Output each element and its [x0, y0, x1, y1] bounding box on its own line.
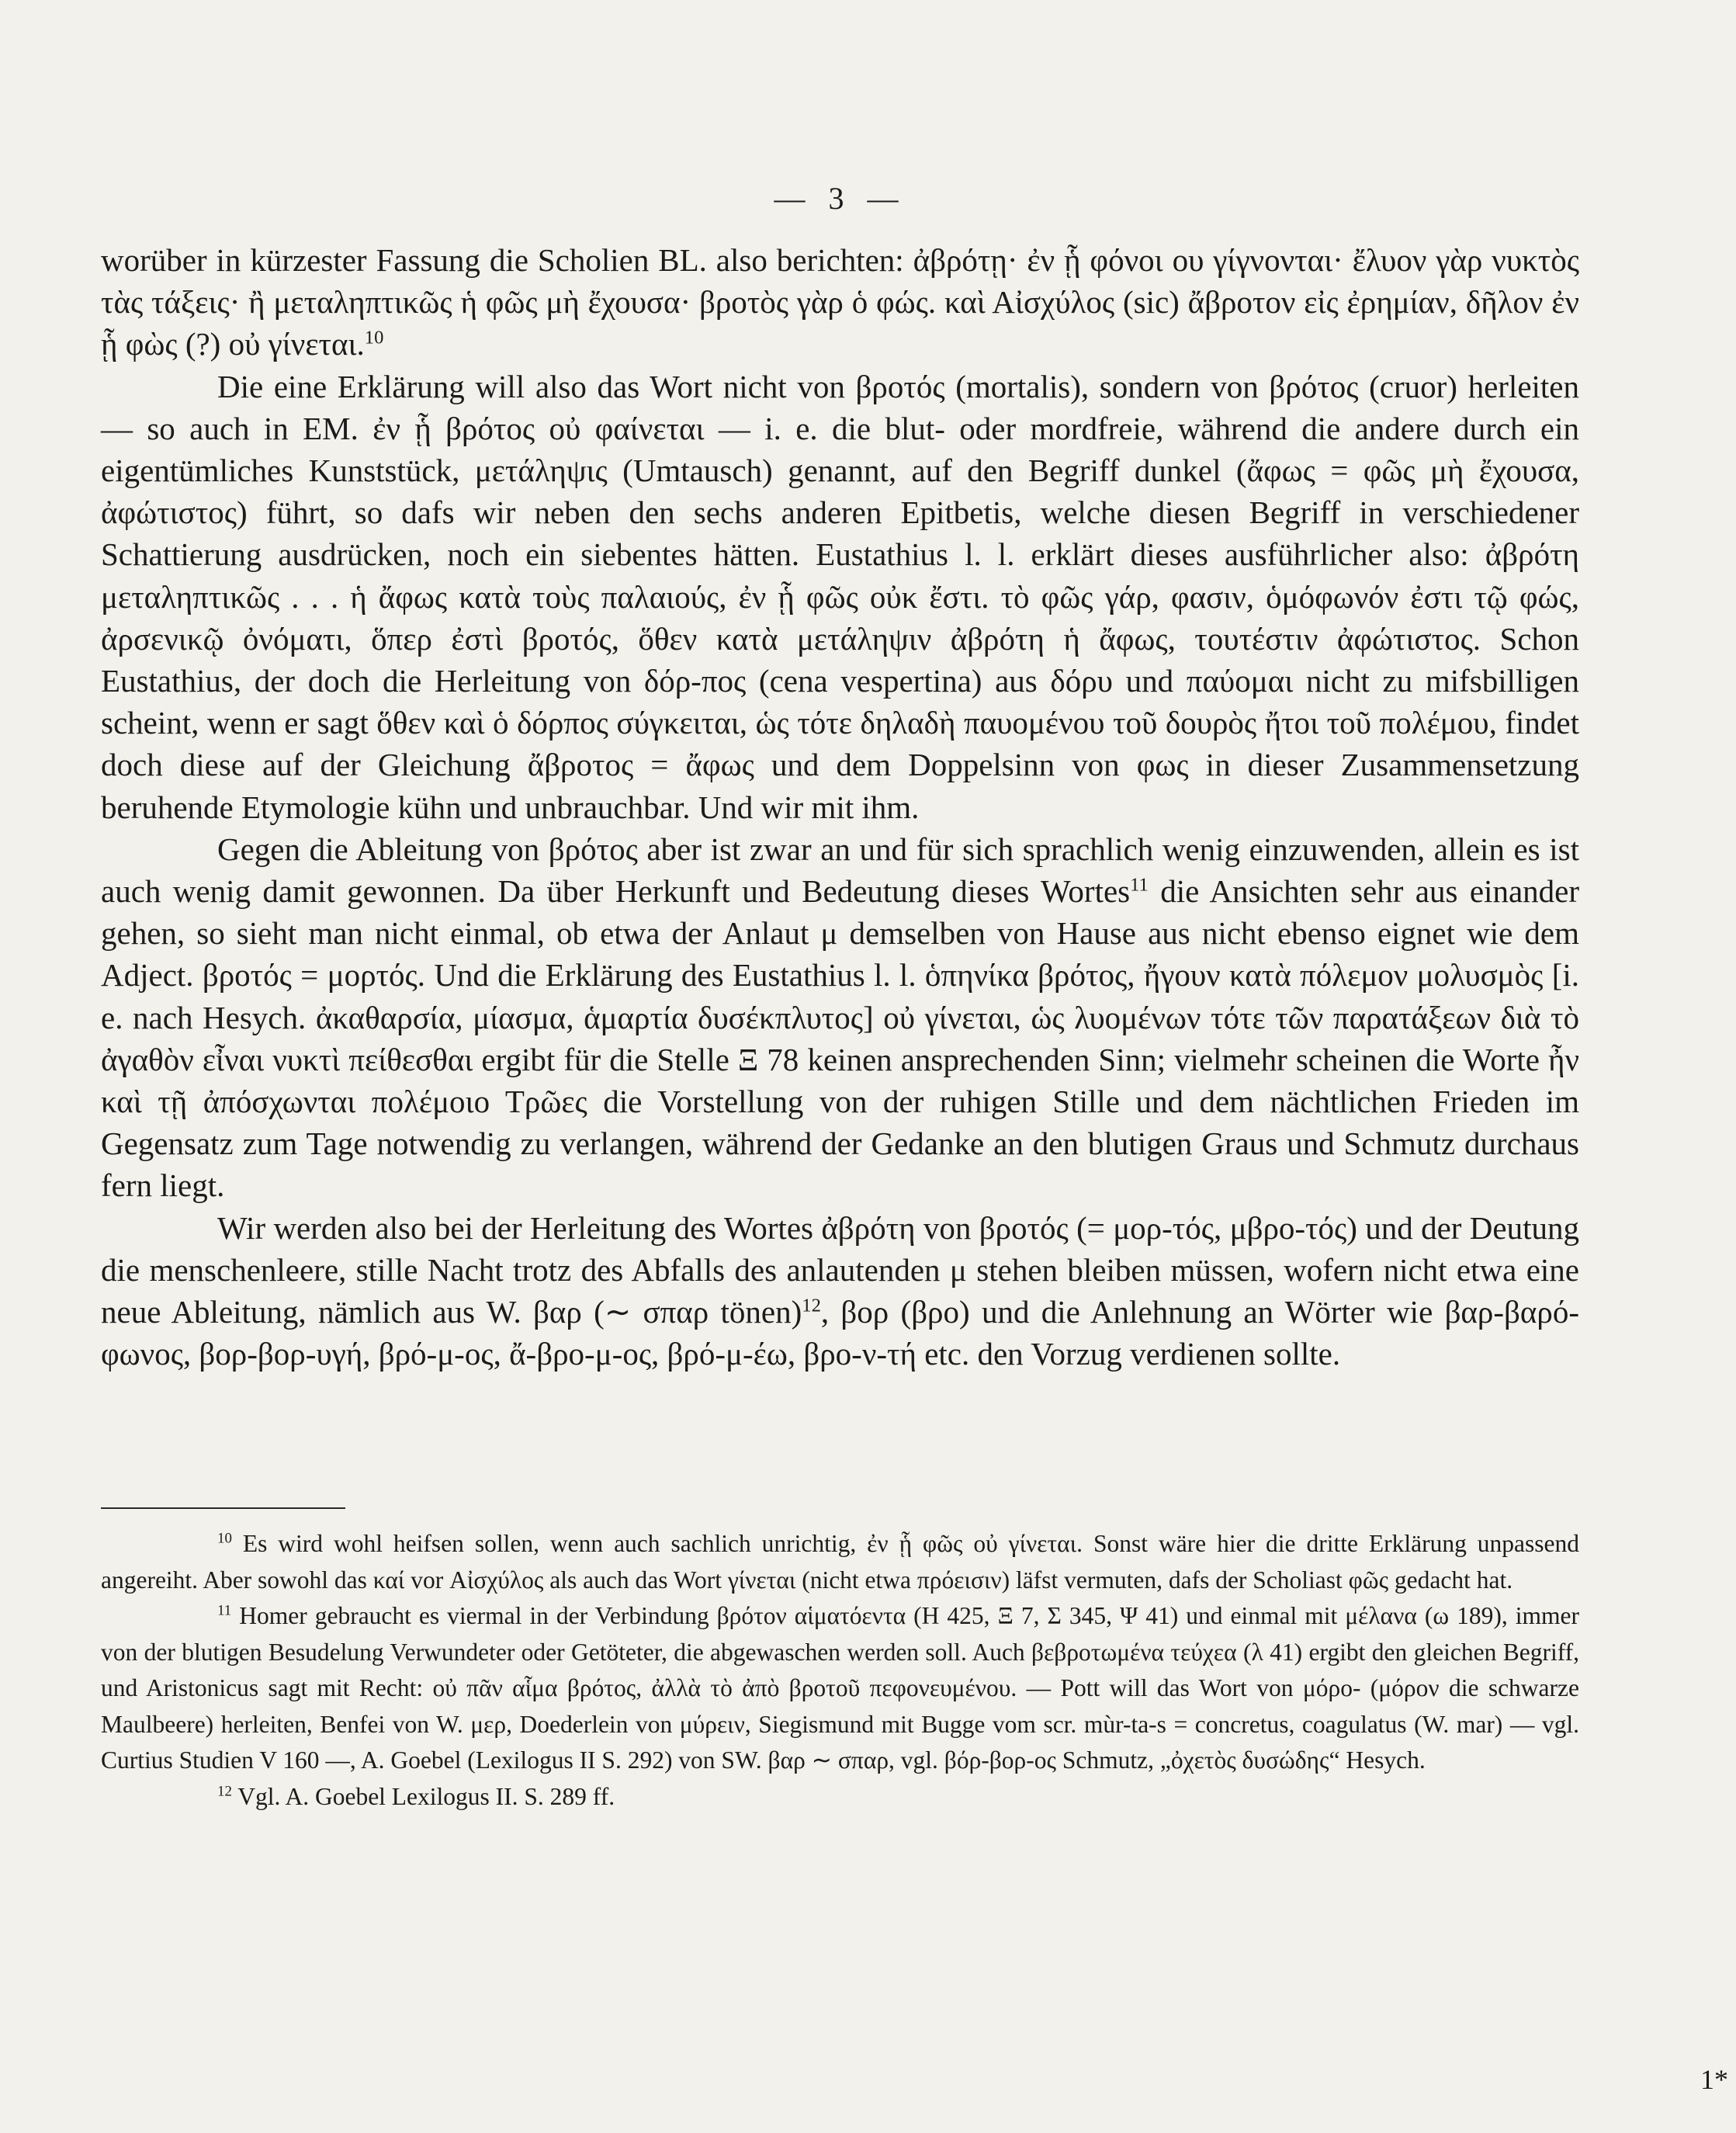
footnote-12: [101, 1779, 1579, 1816]
paragraph-1-text: worüber in kürzester Fassung die Scholien BL. also berichten: ἀβρότῃ· ἐν ᾗ φόνοι ου γίγνονται· ἔλυον γὰρ νυκτὸς τὰς τάξεις· ἢ μεταληπτικῶς ἡ φῶς μὴ ἔχουσα· βροτὸς γὰρ ὁ φώς. καὶ Αἰσχύλος (sic) ἄβροτον εἰς ἐρημίαν, δῆλον ἐν ᾗ φὼς (?) οὐ γίνεται.: [101, 242, 1579, 362]
footnote-num: 10: [217, 1530, 232, 1547]
footnote-text: Es wird wohl heifsen sollen, wenn auch sachlich unrichtig, ἐν ᾗ φῶς οὐ γίνεται. Sonst wäre hier die dritte Erklärung unpassend angereiht. Aber sowohl das καί vor Αἰσχύλος als auch das Wort γίνεται (nicht etwa πρόεισιν) läfst vermuten, dafs der Scholiast φῶς gedacht hat.: [101, 1530, 1580, 1594]
footnote-ref-10: 10: [364, 327, 384, 349]
paragraph-1: [101, 239, 1579, 366]
paragraph-3-text-a: Gegen die Ableitung von βρότος aber ist zwar an und für sich sprachlich wenig einzuwenden, allein es ist auch wenig damit gewonnen. Da über Herkunft und Bedeutung dieses Wortes: [101, 831, 1579, 910]
paragraph-2: Die eine Erklärung will also das Wort nicht von βροτός (mortalis), sondern von βρότος (cruor) herleiten — so auch in EM. ἐν ᾗ βρότος οὐ φαίνεται — i. e. die blut- oder mordfreie, während die andere durch ein eigentümliches Kunststück, μετάληψις (Umtausch) genannt, auf den Begriff dunkel (ἄφως = φῶς μὴ ἔχουσα, ἀφώτιστος) führt, so dafs wir neben den sechs anderen Epitbetis, welche diesen Begriff in verschiedener Schattierung ausdrücken, noch ein siebentes hätten. Eustathius l. l. erklärt dieses ausführlicher also: ἀβρότη μεταληπτικῶς . . . ἡ ἄφως κατὰ τοὺς παλαιούς, ἐν ᾗ φῶς οὐκ ἔστι. τὸ φῶς γάρ, φασιν, ὁμόφωνόν ἐστι τῷ φώς, ἀρσενικῷ ὀνόματι, ὅπερ ἐστὶ βροτός, ὅθεν κατὰ μετάληψιν ἀβρότη ἡ ἄφως, τουτέστιν ἀφώτιστος. Schon Eustathius, der doch die Herleitung von δόρ-πος (cena vespertina) aus δόρυ und παύομαι nicht zu mifsbilligen scheint, wenn er sagt ὅθεν καὶ ὁ δόρπος σύγκειται, ὡς τότε δηλαδὴ παυομένου τοῦ δουρὸς ἤτοι τοῦ πολέμου, findet doch diese auf der Gleichung ἄβροτος = ἄφως und dem Doppelsinn von φως in dieser Zusammensetzung beruhende Etymologie kühn und unbrauchbar. Und wir mit ihm.: [101, 368, 1579, 825]
footnote-divider: [101, 1507, 345, 1509]
footnotes: [101, 1526, 1579, 1815]
footnote-num: 11: [217, 1602, 232, 1619]
paragraph-3: [101, 828, 1579, 1207]
footnote-text: Vgl. A. Goebel Lexilogus II. S. 289 ff.: [237, 1782, 615, 1810]
page-number: — 3 —: [774, 181, 906, 216]
footnote-11: [101, 1598, 1579, 1779]
paragraph-4-text-a: Wir werden also bei der Herleitung des Wortes ἀβρότη von βροτός (= μορ-τός, μβρο-τός) und der Deutung die menschenleere, stille Nacht trotz des Abfalls des anlautenden μ stehen bleiben müssen, wofern nicht etwa eine neue Ableitung, nämlich aus W. βαρ (∼ σπαρ tönen): [101, 1209, 1579, 1330]
paragraph-4-text-b: , βορ (βρο) und die Anlehnung an Wörter wie βαρ-βαρό-φωνος, βορ-βορ-υγή, βρό-μ-ος, ἄ-βρο-μ-ος, βρό-μ-έω, βρο-ν-τή etc. den Vorzug verdienen sollte.: [101, 1294, 1579, 1372]
footnote-10: [101, 1526, 1579, 1598]
footnote-text: Homer gebraucht es viermal in der Verbindung βρότον αἱματόεντα (Η 425, Ξ 7, Σ 345, Ψ 41) und einmal mit μέλανα (ω 189), immer von der blutigen Besudelung Verwundeter oder Getöteter, die abgewaschen werden soll. Auch βεβροτωμένα τεύχεα (λ 41) ergibt den gleichen Begriff, und Aristonicus sagt mit Recht: οὐ πᾶν αἷμα βρότος, ἀλλὰ τὸ ἀπὸ βροτοῦ πεφονευμένου. — Pott will das Wort von μόρο- (μόρον die schwarze Maulbeere) herleiten, Benfei von W. μερ, Doederlein von μύρειν, Siegismund mit Bugge vom scr. mùr-ta-s = concretus, coagulatus (W. mar) — vgl. Curtius Studien V 160 —, A. Goebel (Lexilogus II S. 292) von SW. βαρ ∼ σπαρ, vgl. βόρ-βορ-ος Schmutz, „ὀχετὸς δυσώδης“ Hesych.: [101, 1602, 1580, 1774]
body-text: [101, 239, 1579, 1375]
paragraph-3-text-b: die Ansichten sehr aus einander gehen, so sieht man nicht einmal, ob etwa der Anlaut μ demselben von Hause aus nicht ebenso eignet wie dem Adject. βροτός = μορτός. Und die Erklärung des Eustathius l. l. ὁπηνίκα βρότος, ἤγουν κατὰ πόλεμον μολυσμὸς [i. e. nach Hesych. ἀκαθαρσία, μίασμα, ἁμαρτία δυσέκπλυτος] οὐ γίνεται, ὡς λυομένων τότε τῶν παρατάξεων διὰ τὸ ἀγαθὸν εἶναι νυκτὶ πείθεσθαι ergibt für die Stelle Ξ 78 keinen ansprechenden Sinn; vielmehr scheinen die Worte ἦν καὶ τῇ ἀπόσχωνται πολέμοιο Τρῶες die Vorstellung von der ruhigen Stille und dem nächtlichen Frieden im Gegensatz zum Tage notwendig zu verlangen, während der Gedanke an den blutigen Graus und Schmutz durchaus fern liegt.: [101, 873, 1579, 1204]
footnote-ref-12: 12: [802, 1295, 821, 1316]
paragraph-4: [101, 1207, 1579, 1375]
signature-mark: 1*: [1700, 2064, 1728, 2095]
footnote-ref-11: 11: [1130, 874, 1149, 896]
footnote-num: 12: [217, 1783, 232, 1799]
